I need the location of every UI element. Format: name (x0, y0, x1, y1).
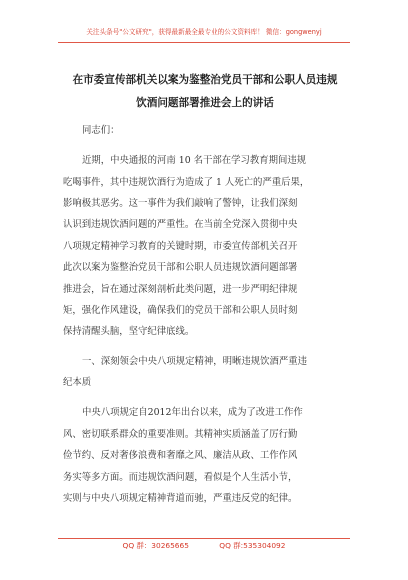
footer-qq-group-1: QQ 群：30265665 (122, 541, 189, 550)
footer (0, 540, 408, 551)
paragraph-line: 中央八项规定自2012年出台以来，成为了改进工作作 (82, 407, 303, 418)
footer-divider (58, 538, 350, 539)
paragraph-line: 此次以案为鉴整治党员干部和公职人员违规饮酒问题部署 (63, 262, 298, 273)
header-divider (58, 42, 350, 43)
paragraph-line: 保持清醒头脑，坚守纪律底线。 (63, 326, 195, 337)
document-title-line-1: 在市委宣传部机关以案为鉴整治党员干部和公职人员违规 (72, 74, 338, 86)
paragraph-line: 推进会，旨在通过深刻剖析此类问题，进一步严明纪律规 (63, 284, 298, 295)
paragraph-line: 吃喝事件，其中违规饮酒行为造成了 1 人死亡的严重后果， (63, 177, 310, 188)
header-banner: 关注头条号"公文研究"，获得最新最全最专业的公文资料库！ 微信：gongwenyj (86, 28, 322, 36)
section-heading-line: 纪本质 (63, 377, 92, 388)
paragraph-line: 八项规定精神学习教育的关键时期，市委宣传部机关召开 (63, 241, 298, 252)
document-title-line-2: 饮酒问题部署推进会上的讲话 (136, 97, 274, 109)
section-heading-line: 一、深刻领会中央八项规定精神，明晰违规饮酒严重违 (82, 356, 308, 367)
paragraph-line: 俭节约、反对奢侈浪费和奢靡之风、廉洁从政、工作作风 (63, 450, 298, 461)
paragraph-line: 务实等多方面。而违规饮酒问题，看似是个人生活小节， (63, 472, 298, 483)
footer-qq-group-2: QQ 群:535304092 (219, 541, 286, 550)
paragraph-line: 近期，中央通报的河南 10 名干部在学习教育期间违规 (82, 155, 307, 166)
paragraph-line: 实则与中央八项规定精神背道而驰，严重违反党的纪律。 (63, 493, 298, 504)
paragraph-line: 矩，强化作风建设，确保我们的党员干部和公职人员时刻 (63, 305, 298, 316)
paragraph-line: 风、密切联系群众的重要准则。其精神实质涵盖了厉行勤 (63, 429, 298, 440)
paragraph-line: 影响极其恶劣。这一事件为我们敲响了警钟，让我们深刻 (63, 198, 298, 209)
paragraph-line: 认识到违规饮酒问题的严重性。在当前全党深入贯彻中央 (63, 219, 298, 230)
salutation: 同志们： (82, 125, 120, 136)
